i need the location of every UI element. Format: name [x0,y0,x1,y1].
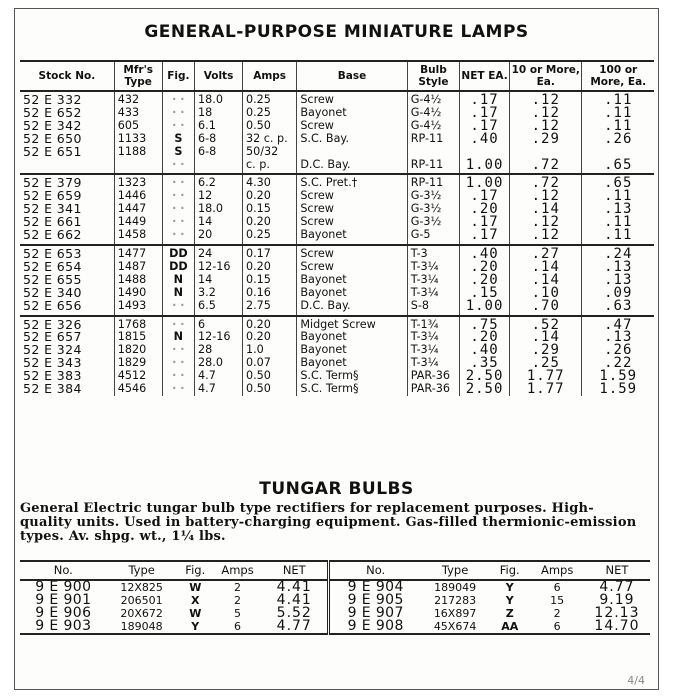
bulb-amps-cell: 2 [234,581,242,594]
price-10-cell: .12 [510,229,582,245]
bulb-type-cell: 45X674 [421,620,489,634]
mfr-type-cell: 605 [114,120,162,133]
lamp-row [20,300,654,316]
price-100-cell: .26 [582,133,654,146]
base-cell: Screw [297,120,407,133]
lamp-row [20,383,654,396]
base-cell: Screw [297,203,407,216]
fig-cell: · · [162,91,194,107]
stock-cell: 52 E 656 [20,300,114,316]
header-fig: Fig. [177,561,214,580]
net-price-cell: .75 [460,316,510,332]
net-price-cell: .40 [460,245,510,261]
bulb-net-cell: 9.19 [599,592,635,608]
bulb-net-cell: 14.70 [584,620,650,634]
stock-cell: 52 E 652 [23,104,82,120]
bulb-net-cell: 4.77 [599,579,635,595]
base-cell: Screw [297,245,407,261]
tungar-body [20,580,650,634]
price-10-cell: .14 [510,261,582,274]
amps-cell: 0.20 [242,216,296,229]
volts-cell: 28 [195,344,243,357]
amps-cell: 0.20 [242,261,296,274]
base-cell: Bayonet [297,331,407,344]
base-cell: Screw [297,190,407,203]
stock-cell: 52 E 653 [23,245,82,261]
bulb-type-cell: 20X672 [120,607,163,620]
volts-cell: 14 [195,216,243,229]
amps-cell: 0.17 [242,245,296,261]
base-cell: Bayonet [297,357,407,370]
volts-cell: 6.2 [195,174,243,190]
bulb-style-cell: G-3½ [407,190,459,203]
bulb-fig-cell: Z [505,607,514,620]
stock-cell: 52 E 341 [23,201,82,217]
amps-cell: c. p. [242,159,296,175]
price-10-cell: .72 [510,174,582,190]
mfr-type-cell: 1188 [114,146,162,159]
base-cell: Bayonet [297,229,407,245]
header-no: No. [20,561,107,580]
tungar-row [20,580,650,594]
price-10-cell: .70 [510,300,582,316]
mfr-type-cell: 1815 [114,331,162,344]
tungar-title: TUNGAR BULBS [259,479,414,499]
volts-cell: 12 [195,190,243,203]
mfr-type-cell: 4546 [114,383,162,396]
base-cell: D.C. Bay. [297,159,407,175]
price-100-cell: .09 [582,287,654,300]
header-100-or-more: 100 or More, Ea. [582,61,654,91]
bulb-net-cell: 4.41 [276,592,312,608]
fig-cell: · · [162,370,194,383]
bulb-amps-cell: 6 [530,620,584,634]
fig-cell: · · [162,300,194,316]
amps-cell: 0.07 [242,357,296,370]
volts-cell [195,159,243,175]
amps-cell: 0.50 [242,120,296,133]
amps-cell: 0.15 [242,274,296,287]
fig-cell: · · [162,203,194,216]
mfr-type-cell: 1820 [114,344,162,357]
header-amps: Amps [530,561,584,580]
amps-cell: 0.16 [242,287,296,300]
net-price-cell: .20 [460,261,510,274]
price-100-cell: .47 [582,316,654,332]
header-type: Type [421,561,489,580]
price-100-cell: 1.59 [582,383,654,396]
price-10-cell: .25 [510,357,582,370]
fig-cell: · · [162,174,194,190]
volts-cell: 6-8 [195,146,243,159]
fig-cell: N [162,287,194,300]
bulb-style-cell: G-5 [407,229,459,245]
price-100-cell: .11 [582,216,654,229]
tungar-row [20,620,650,634]
price-100-cell: .13 [582,203,654,216]
base-cell: Bayonet [297,107,407,120]
amps-cell: 32 c. p. [242,133,296,146]
fig-cell: · · [162,120,194,133]
bulb-no-cell: 9 E 903 [20,620,107,634]
bulb-style-cell: RP-11 [407,159,459,175]
price-100-cell: .11 [582,91,654,107]
page-number: 4/4 [627,674,645,687]
bulb-no-cell: 9 E 905 [329,594,421,607]
page-title: GENERAL-PURPOSE MINIATURE LAMPS [144,22,529,42]
stock-cell: 52 E 384 [23,381,82,397]
bulb-net-cell: 5.52 [276,605,312,621]
bulb-style-cell: S-8 [407,300,459,316]
mfr-type-cell: 1493 [114,300,162,316]
mfr-type-cell: 433 [114,107,162,120]
bulb-amps-cell: 5 [234,607,242,620]
price-100-cell: .22 [582,357,654,370]
bulb-type-cell: 16X897 [433,607,477,620]
bulb-style-cell: T-3 [407,245,459,261]
bulb-fig-cell: Y [505,581,514,594]
bulb-style-cell: RP-11 [407,133,459,146]
stock-cell: 52 E 655 [23,271,82,287]
net-price-cell: 1.00 [460,159,510,175]
fig-cell: · · [162,159,194,175]
price-10-cell: .72 [510,159,582,175]
bulb-style-cell: G-4½ [407,120,459,133]
price-100-cell: .11 [582,229,654,245]
bulb-no-cell: 9 E 907 [329,607,421,620]
bulb-style-cell: G-4½ [407,91,459,107]
price-10-cell: .12 [510,216,582,229]
fig-cell: DD [162,261,194,274]
bulb-style-cell: PAR-36 [407,370,459,383]
stock-cell: 52 E 324 [23,342,82,358]
tungar-description: General Electric tungar bulb type rectifiers for replacement purposes. High-quality units. Used in battery-charging equipment. Gas-filled thermionic-emission types. Av. shpg. wt., 1¼ lbs. [20,501,637,544]
stock-cell: 52 E 650 [23,130,82,146]
lamp-row [20,229,654,245]
base-cell: S.C. Pret.† [297,174,407,190]
net-price-cell: 2.50 [460,370,510,383]
bulb-fig-cell: Y [177,620,214,634]
bulb-no-cell: 9 E 908 [329,620,421,634]
mfr-type-cell: 1446 [114,190,162,203]
header-bulb-style: Bulb Style [407,61,459,91]
bulb-fig-cell: AA [489,620,530,634]
volts-cell: 6.5 [195,300,243,316]
base-cell: S.C. Bay. [297,133,407,146]
net-price-cell: .17 [460,216,510,229]
net-price-cell: 1.00 [460,300,510,316]
price-100-cell: .63 [582,300,654,316]
bulb-amps-cell: 2 [553,607,561,620]
tungar-row [20,594,650,607]
amps-cell: 4.30 [242,174,296,190]
stock-cell: 52 E 654 [23,258,82,274]
price-10-cell: .10 [510,287,582,300]
fig-cell: N [162,274,194,287]
header-fig: Fig. [489,561,530,580]
volts-cell: 6-8 [195,133,243,146]
amps-cell: 0.50 [242,370,296,383]
fig-cell: · · [162,216,194,229]
bulb-style-cell: G-3½ [407,203,459,216]
price-10-cell: .14 [510,203,582,216]
price-100-cell: .11 [582,120,654,133]
lamps-table [20,60,654,396]
base-cell: S.C. Term§ [297,370,407,383]
stock-cell: 52 E 659 [23,188,82,204]
mfr-type-cell: 1490 [114,287,162,300]
bulb-fig-cell: Y [505,594,514,607]
stock-cell: 52 E 342 [23,117,82,133]
stock-cell: 52 E 661 [23,214,82,230]
net-price-cell: .20 [460,203,510,216]
base-cell: D.C. Bay. [297,300,407,316]
volts-cell: 18.0 [195,91,243,107]
bulb-fig-cell: W [189,607,202,620]
lamp-row [20,159,654,175]
bulb-style-cell: T-1¾ [407,316,459,332]
price-10-cell: .12 [510,120,582,133]
fig-cell: DD [162,245,194,261]
net-price-cell: .40 [460,344,510,357]
volts-cell: 4.7 [195,383,243,396]
price-100-cell: .24 [582,245,654,261]
bulb-style-cell: PAR-36 [407,383,459,396]
volts-cell: 24 [195,245,243,261]
fig-cell: · · [162,190,194,203]
net-price-cell: .17 [460,107,510,120]
bulb-style-cell [407,146,459,159]
price-100-cell: .26 [582,344,654,357]
mfr-type-cell: 1447 [114,203,162,216]
mfr-type-cell: 1477 [114,245,162,261]
net-price-cell: .17 [460,229,510,245]
header-volts: Volts [195,61,243,91]
base-cell: Bayonet [297,287,407,300]
net-price-cell: .17 [460,190,510,203]
mfr-type-cell: 4512 [114,370,162,383]
price-10-cell: .29 [510,344,582,357]
price-100-cell: .11 [582,190,654,203]
volts-cell: 28.0 [195,357,243,370]
fig-cell: S [162,133,194,146]
net-price-cell: .40 [460,133,510,146]
mfr-type-cell: 1133 [114,133,162,146]
header-amps: Amps [214,561,261,580]
stock-cell: 52 E 657 [23,329,82,345]
fig-cell: S [162,146,194,159]
volts-cell: 12-16 [195,331,243,344]
price-10-cell: .52 [510,316,582,332]
amps-cell: 0.25 [242,229,296,245]
amps-cell: 0.20 [242,331,296,344]
lamps-header-row [20,61,654,91]
bulb-amps-cell: 2 [234,594,242,607]
stock-cell: 52 E 651 [23,143,82,159]
bulb-type-cell: 189048 [107,620,177,634]
net-price-cell: .35 [460,357,510,370]
fig-cell: · · [162,316,194,332]
header-no: No. [329,561,421,580]
price-100-cell: .11 [582,107,654,120]
price-100-cell: .13 [582,331,654,344]
volts-cell: 12-16 [195,261,243,274]
base-cell: Bayonet [297,274,407,287]
net-price-cell: .17 [460,91,510,107]
price-10-cell: .12 [510,190,582,203]
header-base: Base [297,61,407,91]
fig-cell: · · [162,107,194,120]
bulb-net-cell: 4.77 [261,620,329,634]
amps-cell: 0.20 [242,316,296,332]
base-cell [297,146,407,159]
bulb-fig-cell: X [191,594,200,607]
fig-cell: · · [162,383,194,396]
volts-cell: 18 [195,107,243,120]
bulb-style-cell: T-3¼ [407,357,459,370]
volts-cell: 20 [195,229,243,245]
fig-cell: · · [162,357,194,370]
header-net: NET EA. [460,61,510,91]
net-price-cell: .17 [460,120,510,133]
bulb-style-cell: G-4½ [407,107,459,120]
tungar-table [20,560,650,635]
bulb-no-cell: 9 E 901 [35,592,92,608]
bulb-style-cell: T-3¼ [407,274,459,287]
price-10-cell: .12 [510,107,582,120]
fig-cell: · · [162,229,194,245]
amps-cell: 2.75 [242,300,296,316]
bulb-style-cell: T-3¼ [407,287,459,300]
bulb-style-cell: T-3¼ [407,261,459,274]
header-net: NET [261,561,329,580]
mfr-type-cell: 1488 [114,274,162,287]
price-100-cell: .13 [582,274,654,287]
tungar-row [20,607,650,620]
price-100-cell: 1.59 [582,370,654,383]
stock-cell: 52 E 383 [23,368,82,384]
bulb-net-cell: 12.13 [594,605,640,621]
fig-cell: N [162,331,194,344]
volts-cell: 14 [195,274,243,287]
net-price-cell: .15 [460,287,510,300]
volts-cell: 18.0 [195,203,243,216]
stock-cell: 52 E 340 [23,284,82,300]
base-cell: Screw [297,261,407,274]
price-10-cell: 1.77 [510,383,582,396]
mfr-type-cell: 1458 [114,229,162,245]
stock-cell [20,159,114,175]
header-10-or-more: 10 or More, Ea. [510,61,582,91]
bulb-no-cell: 9 E 900 [35,579,92,595]
header-mfr-type: Mfr's Type [114,61,162,91]
mfr-type-cell: 1323 [114,174,162,190]
stock-cell: 52 E 662 [20,229,114,245]
price-10-cell: .27 [510,245,582,261]
volts-cell: 6 [195,316,243,332]
amps-cell: 1.0 [242,344,296,357]
price-100-cell: .65 [582,174,654,190]
lamp-row [20,133,654,146]
bulb-net-cell: 4.41 [276,579,312,595]
mfr-type-cell: 1768 [114,316,162,332]
header-type: Type [107,561,177,580]
price-10-cell: .14 [510,331,582,344]
bulb-type-cell: 217283 [434,594,477,607]
bulb-fig-cell: W [189,581,202,594]
fig-cell: · · [162,344,194,357]
price-10-cell: .12 [510,91,582,107]
bulb-amps-cell: 6 [214,620,261,634]
net-price-cell: .20 [460,331,510,344]
bulb-type-cell: 12X825 [120,581,163,594]
price-100-cell: .65 [582,159,654,175]
bulb-amps-cell: 15 [550,594,565,607]
amps-cell: 0.15 [242,203,296,216]
bulb-no-cell: 9 E 906 [35,605,92,621]
header-stock: Stock No. [20,61,114,91]
bulb-type-cell: 206501 [120,594,163,607]
header-amps: Amps [242,61,296,91]
base-cell: Midget Screw [297,316,407,332]
base-cell: Screw [297,216,407,229]
amps-cell: 0.20 [242,190,296,203]
stock-cell: 52 E 379 [23,175,82,191]
header-fig: Fig. [162,61,194,91]
stock-cell: 52 E 326 [23,316,82,332]
base-cell: Screw [297,91,407,107]
bulb-style-cell: RP-11 [407,174,459,190]
net-price-cell: 1.00 [460,174,510,190]
lamps-body [20,91,654,396]
mfr-type-cell: 1829 [114,357,162,370]
stock-cell: 52 E 332 [23,92,82,107]
bulb-no-cell: 9 E 904 [329,580,421,594]
mfr-type-cell: 432 [114,91,162,107]
amps-cell: 0.25 [242,107,296,120]
amps-cell: 0.50 [242,383,296,396]
mfr-type-cell: 1487 [114,261,162,274]
price-10-cell: .29 [510,133,582,146]
bulb-style-cell: T-3¼ [407,344,459,357]
volts-cell: 6.1 [195,120,243,133]
mfr-type-cell [114,159,162,175]
price-10-cell: 1.77 [510,370,582,383]
base-cell: S.C. Term§ [297,383,407,396]
tungar-header-row [20,561,650,580]
header-net: NET [584,561,650,580]
amps-cell: 0.25 [242,91,296,107]
volts-cell: 4.7 [195,370,243,383]
bulb-amps-cell: 6 [553,581,561,594]
bulb-type-cell: 189049 [434,581,477,594]
amps-cell: 50/32 [242,146,296,159]
bulb-style-cell: T-3¼ [407,331,459,344]
price-10-cell: .14 [510,274,582,287]
stock-cell: 52 E 343 [23,355,82,371]
volts-cell: 3.2 [195,287,243,300]
price-100-cell: .13 [582,261,654,274]
base-cell: Bayonet [297,344,407,357]
bulb-style-cell: G-3½ [407,216,459,229]
net-price-cell: 2.50 [460,383,510,396]
mfr-type-cell: 1449 [114,216,162,229]
net-price-cell: .20 [460,274,510,287]
